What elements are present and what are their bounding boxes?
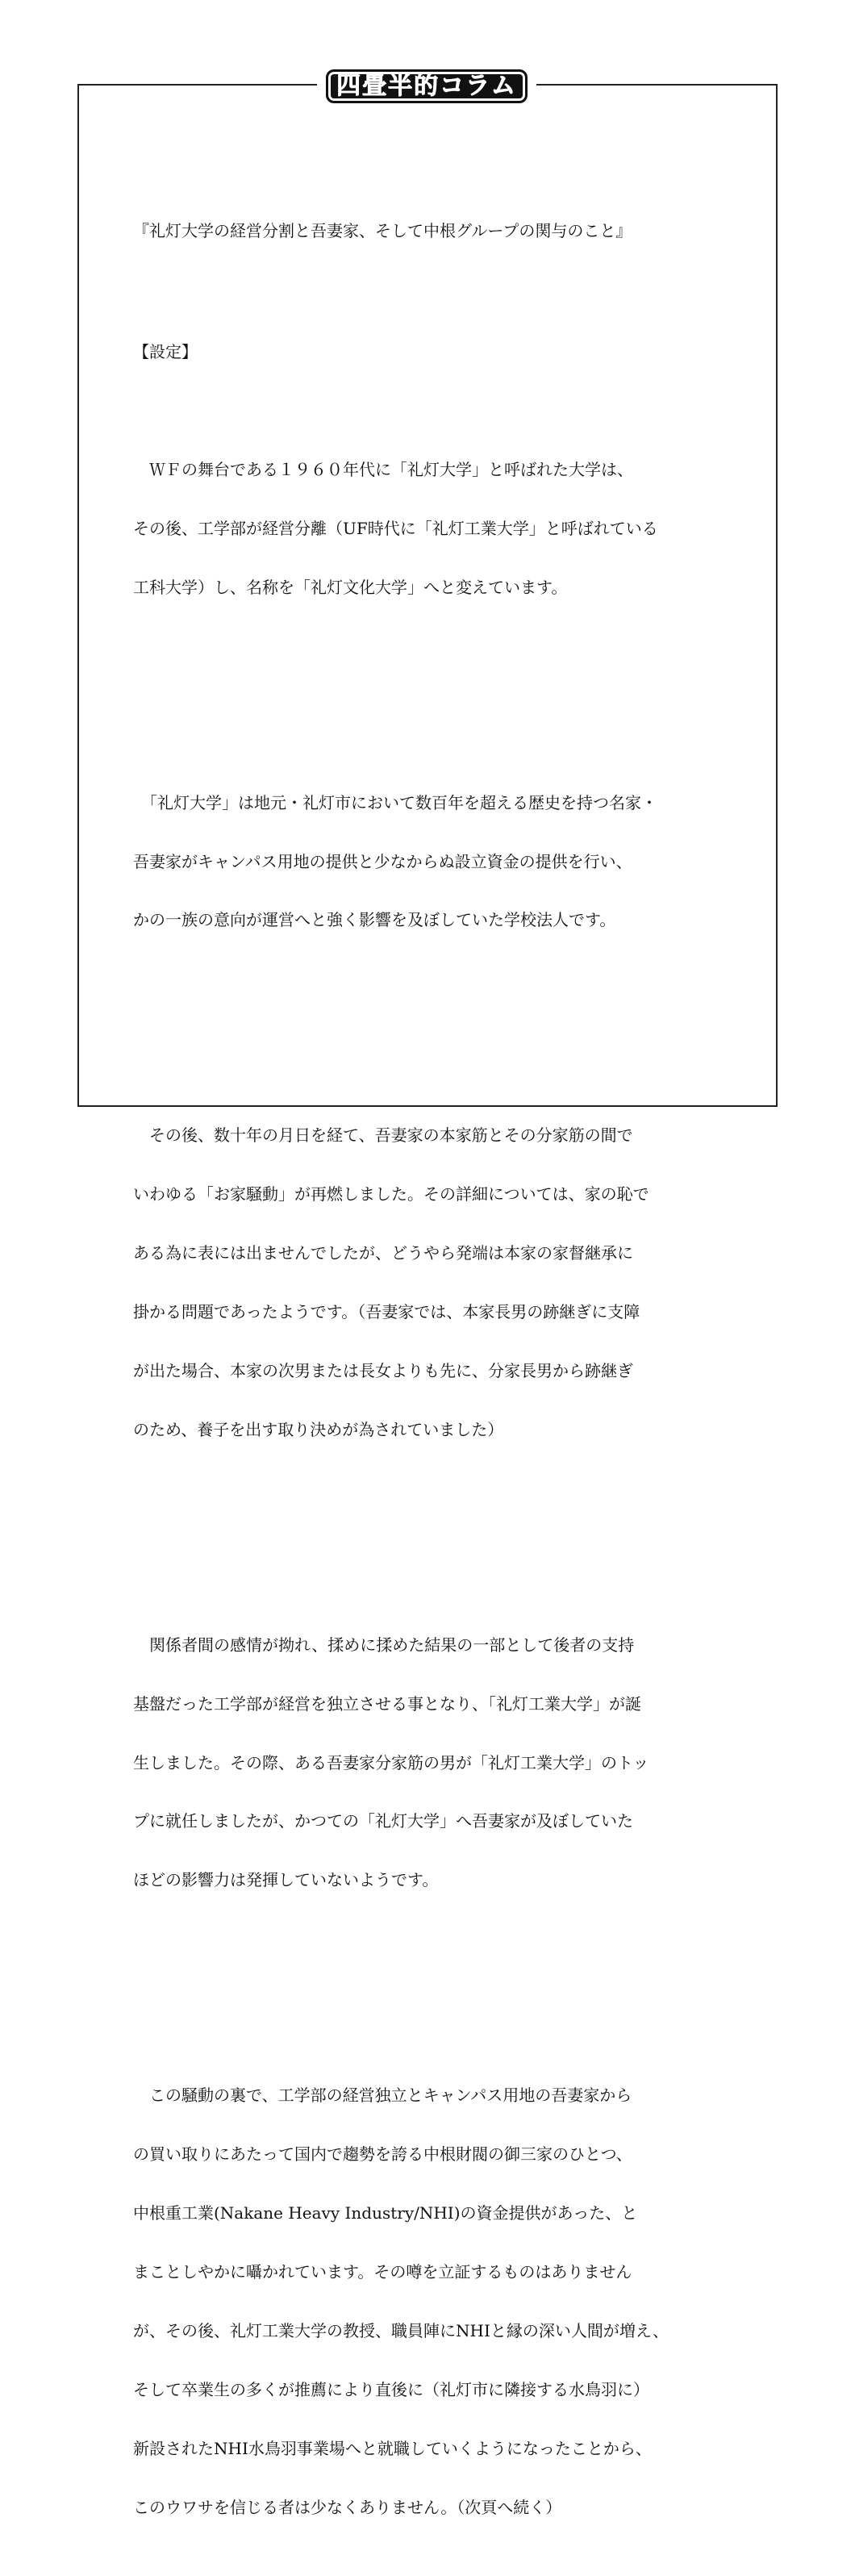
text-line: 掛かる問題であったようです。（吾妻家では、本家長男の跡継ぎに支障 — [133, 1302, 640, 1322]
article-body — [133, 182, 730, 2576]
text-line: その後、数十年の月日を経て、吾妻家の本家筋とその分家筋の間で — [133, 1125, 633, 1146]
text-line: の買い取りにあたって国内で趨勢を誇る中根財閥の御三家のひとつ、 — [133, 2144, 632, 2165]
text-line: その後、工学部が経営分離（UF時代に「礼灯工業大学」と呼ばれている — [133, 518, 658, 538]
text-line: このウワサを信じる者は少なくありません。（次頁へ続く） — [133, 2497, 562, 2517]
text-line: が出た場合、本家の次男または長女よりも先に、分家長男から跡継ぎ — [133, 1360, 633, 1380]
text-line: 新設されたNHI水鳥羽事業場へと就職していくようになったことから、 — [133, 2438, 652, 2458]
text-line: ＷＦの舞台である１９６０年代に「礼灯大学」と呼ばれた大学は、 — [133, 459, 633, 479]
text-line: ほどの影響力は発揮していないようです。 — [133, 1870, 439, 1890]
text-line: のため、養子を出す取り決めが為されていました） — [133, 1419, 504, 1439]
text-line: そして卒業生の多くが推薦により直後に（礼灯市に隣接する水鳥羽に） — [133, 2379, 649, 2399]
text-line: 基盤だった工学部が経営を独立させる事となり、「礼灯工業大学」が誕 — [133, 1693, 641, 1714]
article-title: 『礼灯大学の経営分割と吾妻家、そして中根グループの関与のこと』 — [133, 220, 632, 240]
paragraph — [133, 1087, 730, 1479]
paragraph — [133, 2047, 730, 2557]
text-line: この騒動の裏で、工学部の経営独立とキャンパス用地の吾妻家から — [133, 2085, 632, 2106]
text-line: まことしやかに囁かれています。その噂を立証するものはありません — [133, 2261, 632, 2282]
paragraph — [133, 754, 730, 969]
text-line: 吾妻家がキャンパス用地の提供と少なからぬ設立資金の提供を行い、 — [133, 851, 632, 871]
text-line: 工科大学）し、名称を「礼灯文化大学」へと変えています。 — [133, 577, 568, 597]
text-line: プに就任しましたが、かつての「礼灯大学」へ吾妻家が及ぼしていた — [133, 1811, 633, 1831]
text-line: 「礼灯大学」は地元・礼灯市において数百年を超える歴史を持つ名家・ — [133, 792, 657, 812]
text-line: 中根重工業(Nakane Heavy Industry/NHI)の資金提供があった、と — [133, 2203, 638, 2223]
text-line: 生しました。その際、ある吾妻家分家筋の男が「礼灯工業大学」のトッ — [133, 1752, 649, 1772]
text-line: が、その後、礼灯工業大学の教授、職員陣にNHIと縁の深い人間が増え、 — [133, 2320, 669, 2340]
text-line: いわゆる「お家騒動」が再燃しました。その詳細については、家の恥で — [133, 1184, 649, 1204]
paragraph — [133, 420, 730, 636]
text-line: ある為に表には出ませんでしたが、どうやら発端は本家の家督継承に — [133, 1243, 633, 1263]
text-line: かの一族の意向が運営へと強く影響を及ぼしていた学校法人です。 — [133, 910, 616, 930]
column-title-logo: 四畳半的コラム — [326, 69, 528, 103]
section-heading: 【設定】 — [133, 342, 198, 362]
text-line: 関係者間の感情が拗れ、揉めに揉めた結果の一部として後者の支持 — [133, 1635, 635, 1655]
paragraph — [133, 1596, 730, 1929]
